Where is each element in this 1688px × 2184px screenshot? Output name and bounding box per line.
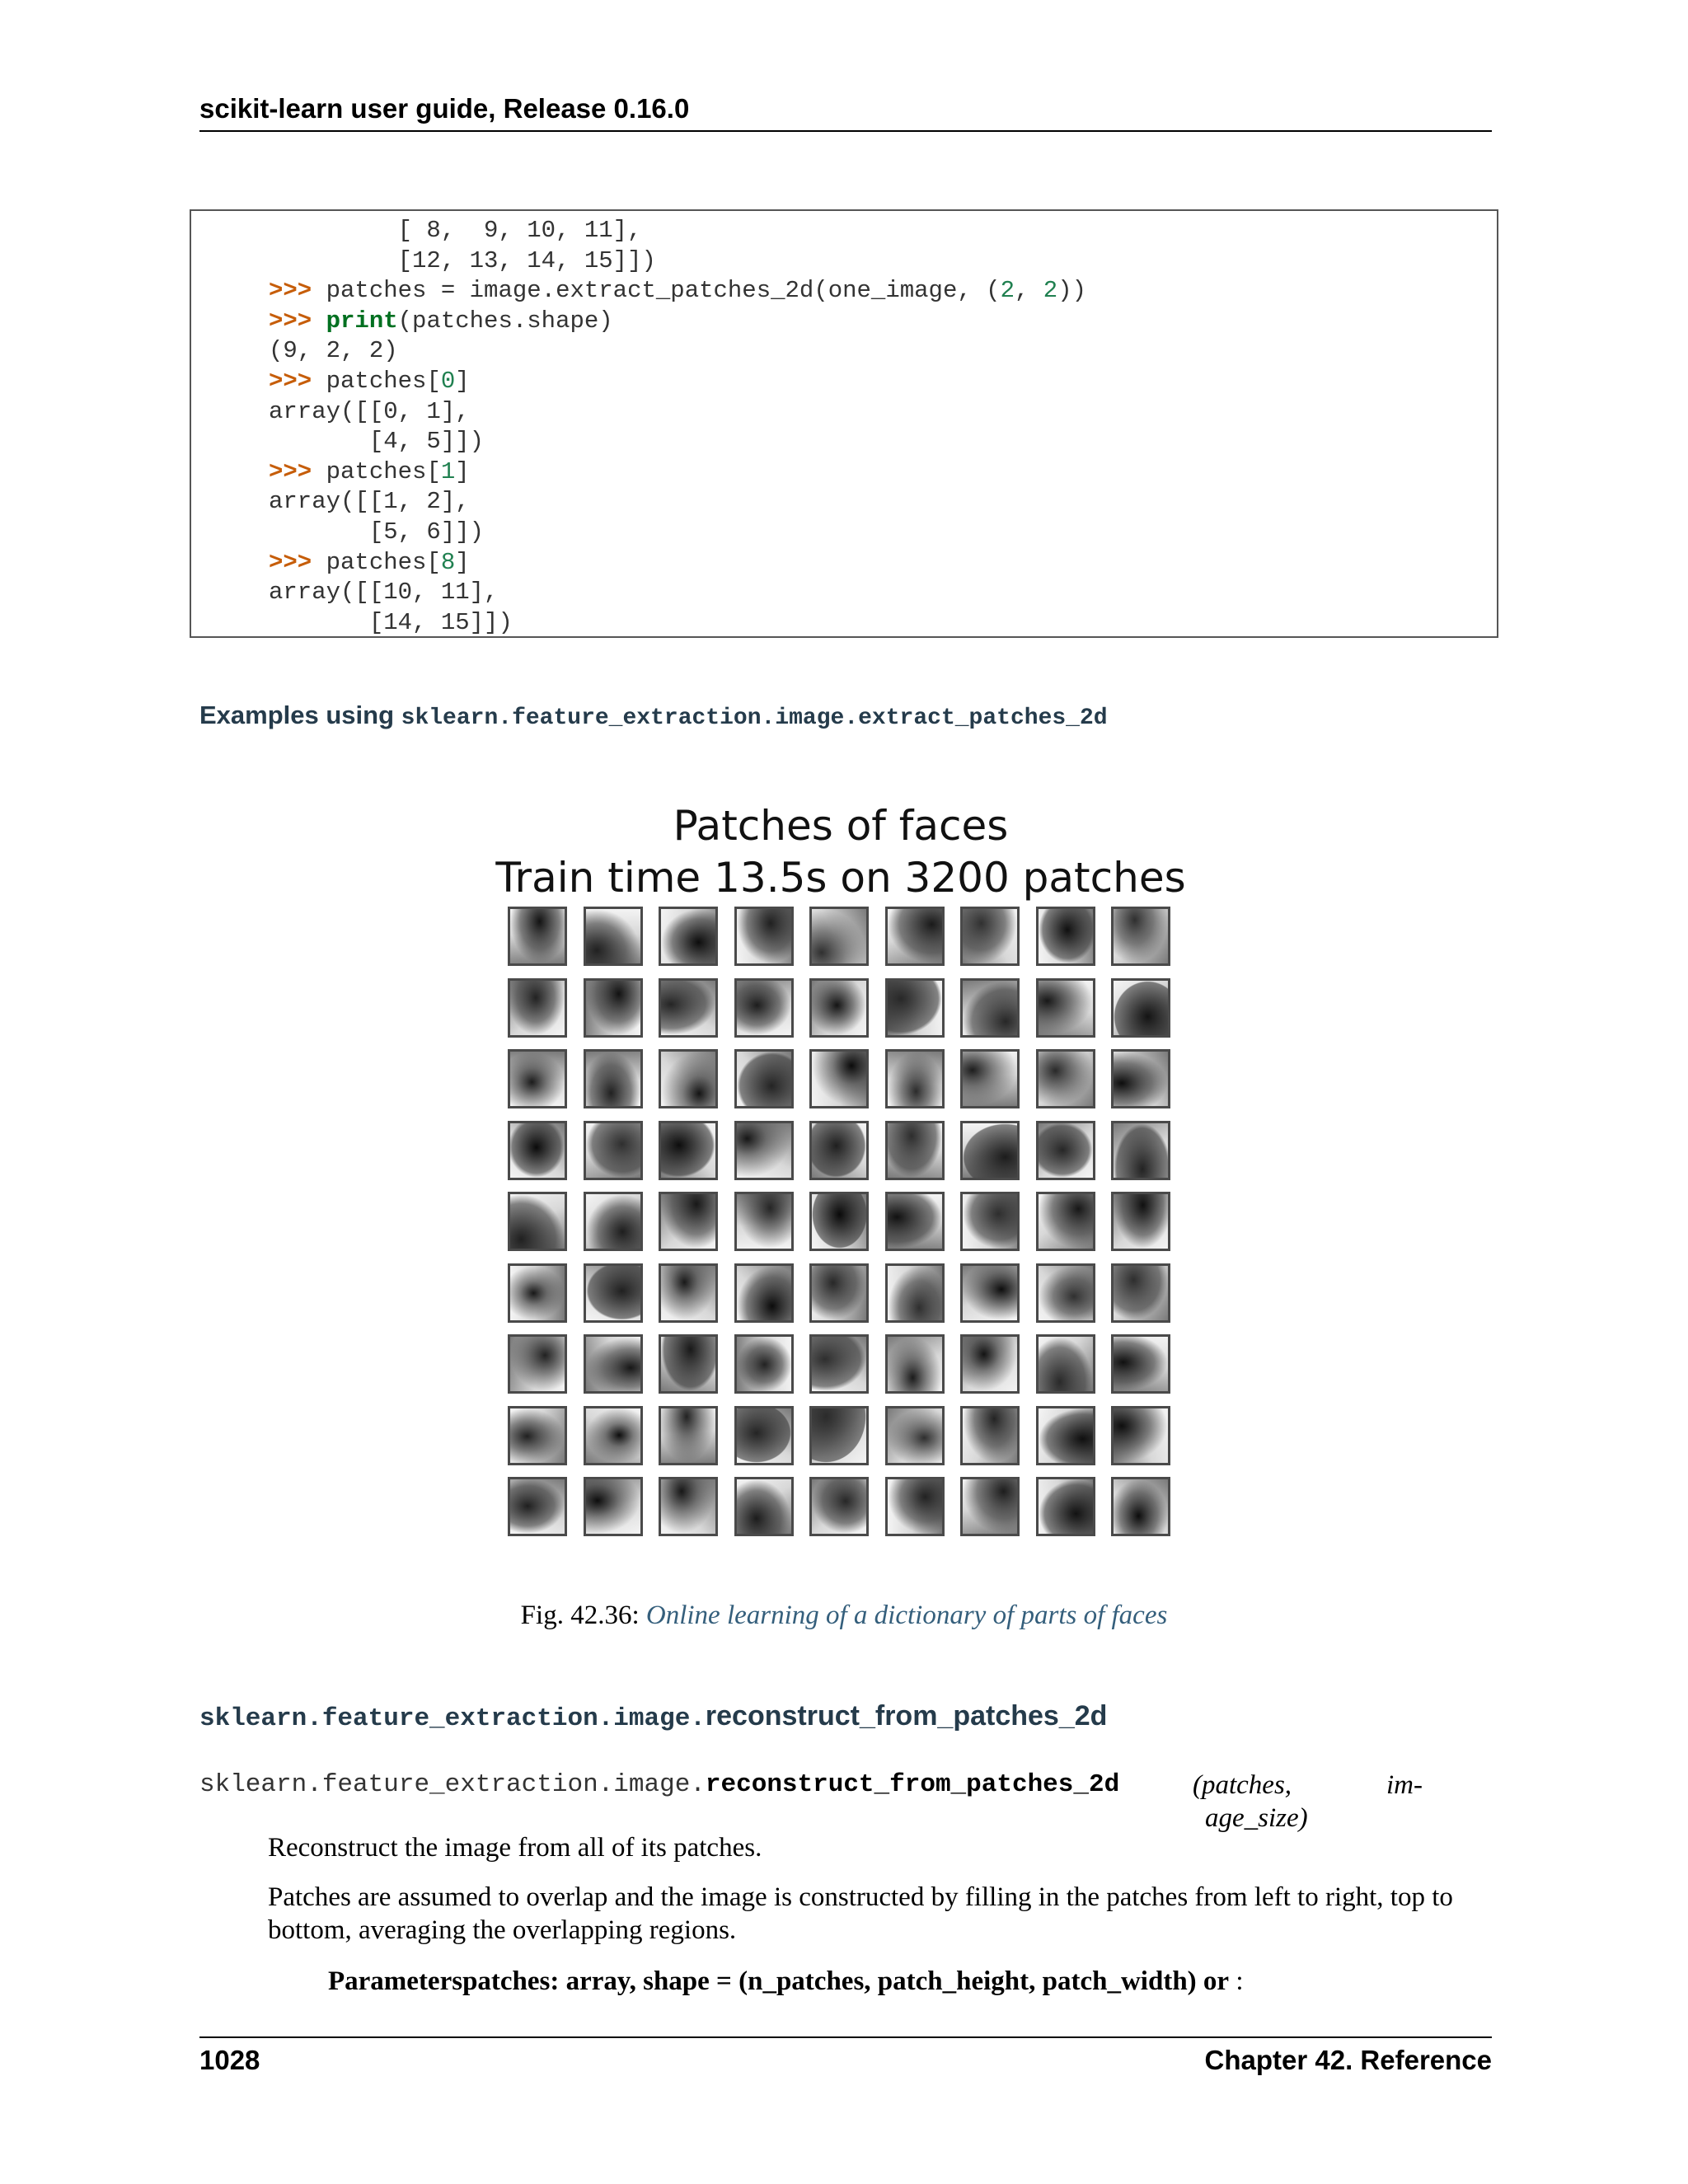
faces-figure <box>462 791 1220 1566</box>
face-patch <box>809 907 869 966</box>
code-prompt: >>> <box>269 307 312 335</box>
face-patch <box>1111 1334 1170 1394</box>
face-patch <box>659 978 718 1038</box>
face-patch <box>885 1192 945 1251</box>
examples-prefix: Examples using <box>199 701 401 729</box>
code-line <box>269 488 470 515</box>
code-text: [ 8, 9, 10, 11], <box>269 217 642 244</box>
face-patch <box>809 1263 869 1323</box>
page-number: 1028 <box>199 2045 260 2075</box>
code-text: patches[ <box>312 457 441 485</box>
face-patch <box>734 1049 794 1108</box>
code-text: [4, 5]]) <box>269 428 485 456</box>
face-patch <box>885 907 945 966</box>
face-patch <box>960 1477 1020 1536</box>
face-patch <box>734 1477 794 1536</box>
face-patch <box>584 1049 643 1108</box>
face-patch <box>885 1121 945 1180</box>
face-patch <box>1036 1049 1095 1108</box>
face-patch <box>1036 907 1095 966</box>
code-text: ] <box>455 367 470 395</box>
face-patch <box>508 907 567 966</box>
code-keyword: print <box>326 307 398 335</box>
code-line <box>269 337 398 364</box>
signature-param2-part2: age_size) <box>1205 1803 1308 1833</box>
face-patch <box>960 1406 1020 1465</box>
face-patch <box>809 1121 869 1180</box>
face-patch <box>584 1477 643 1536</box>
face-patch <box>1111 907 1170 966</box>
face-patch <box>659 1334 718 1394</box>
code-block <box>190 209 1498 638</box>
face-patch <box>1111 1192 1170 1251</box>
code-text: [12, 13, 14, 15]]) <box>269 246 656 274</box>
code-text: patches = image.extract_patches_2d(one_image, ( <box>312 277 1001 305</box>
face-patch <box>809 978 869 1038</box>
face-patch <box>584 1192 643 1251</box>
code-listing <box>269 216 1086 638</box>
face-patch <box>885 1477 945 1536</box>
face-patch <box>508 1263 567 1323</box>
face-patch <box>1036 1121 1095 1180</box>
face-patch <box>584 978 643 1038</box>
function-signature <box>199 1769 1119 1802</box>
face-patch <box>659 907 718 966</box>
face-patch <box>885 1263 945 1323</box>
code-number: 1 <box>440 457 456 485</box>
face-patch <box>508 978 567 1038</box>
face-patch <box>734 978 794 1038</box>
face-patch <box>1036 1263 1095 1323</box>
page-header <box>199 92 1492 125</box>
face-patch <box>584 1334 643 1394</box>
face-patch <box>734 1334 794 1394</box>
face-patch <box>734 1406 794 1465</box>
code-line <box>269 609 513 636</box>
face-patch <box>1036 1192 1095 1251</box>
face-patch <box>584 1263 643 1323</box>
face-patch <box>960 1334 1020 1394</box>
face-patch <box>659 1263 718 1323</box>
code-text: )) <box>1057 277 1086 305</box>
code-text: array([[10, 11], <box>269 579 499 607</box>
figure-title-line1: Patches of faces <box>673 802 1009 850</box>
face-patch <box>508 1406 567 1465</box>
code-line <box>269 398 470 425</box>
signature-param2-part1: im- <box>1386 1770 1423 1800</box>
face-patch <box>960 907 1020 966</box>
code-line <box>269 458 470 485</box>
code-text: , <box>1014 277 1043 305</box>
face-patch <box>1111 978 1170 1038</box>
face-patch <box>960 1049 1020 1108</box>
examples-heading <box>199 699 1108 735</box>
code-line <box>269 428 484 455</box>
code-text: ] <box>455 548 470 576</box>
face-patch <box>508 1334 567 1394</box>
face-patch <box>885 1049 945 1108</box>
face-patch <box>885 1334 945 1394</box>
face-patch <box>960 978 1020 1038</box>
face-patch <box>885 978 945 1038</box>
code-text: array([[1, 2], <box>269 488 470 516</box>
face-patch <box>809 1049 869 1108</box>
description-paragraph-1: Reconstruct the image from all of its patches. <box>268 1833 762 1863</box>
face-patch <box>1111 1263 1170 1323</box>
face-patch <box>508 1477 567 1536</box>
face-patch <box>960 1121 1020 1180</box>
figure-caption <box>0 1599 1688 1632</box>
face-patch <box>1111 1121 1170 1180</box>
signature-module: sklearn.feature_extraction.image. <box>199 1770 706 1799</box>
face-patch <box>584 907 643 966</box>
code-line <box>269 247 656 274</box>
code-text: [5, 6]]) <box>269 518 485 546</box>
header-rule <box>199 130 1492 132</box>
code-number: 2 <box>1043 277 1058 305</box>
header-title: scikit-learn user guide, Release 0.16.0 <box>199 93 690 124</box>
face-patch <box>960 1263 1020 1323</box>
parameters-tail: : <box>1229 1966 1244 1996</box>
face-patch <box>1036 1406 1095 1465</box>
code-text: (patches.shape) <box>397 307 613 335</box>
face-patch <box>809 1334 869 1394</box>
code-line <box>269 549 470 576</box>
caption-link[interactable]: Online learning of a dictionary of parts of faces <box>645 1601 1168 1630</box>
face-patch <box>1036 978 1095 1038</box>
chapter-label: Chapter 42. Reference <box>1204 2045 1492 2075</box>
caption-label: Fig. 42.36: <box>520 1601 646 1630</box>
face-patch <box>1111 1049 1170 1108</box>
face-patch <box>734 907 794 966</box>
code-number: 0 <box>440 367 456 395</box>
face-patch <box>1111 1406 1170 1465</box>
figure-title-line2: Train time 13.5s on 3200 patches <box>495 854 1186 902</box>
code-line <box>269 217 641 244</box>
face-patch <box>885 1406 945 1465</box>
examples-ref-link[interactable]: sklearn.feature_extraction.image.extract_patches_2d <box>401 705 1108 731</box>
patch-grid <box>508 907 1192 1521</box>
face-patch <box>508 1049 567 1108</box>
face-patch <box>659 1049 718 1108</box>
signature-param1: (patches, <box>1193 1770 1292 1800</box>
code-text: [14, 15]]) <box>269 608 513 636</box>
face-patch <box>1111 1477 1170 1536</box>
code-number: 8 <box>440 548 456 576</box>
face-patch <box>659 1477 718 1536</box>
parameters-label: Parameterspatches: array, shape = (n_patches, patch_height, patch_width) or <box>328 1966 1230 1996</box>
code-text: patches[ <box>312 548 441 576</box>
face-patch <box>1036 1477 1095 1536</box>
face-patch <box>508 1121 567 1180</box>
face-patch <box>1036 1334 1095 1394</box>
code-text: array([[0, 1], <box>269 397 470 425</box>
code-text: ] <box>455 457 470 485</box>
face-patch <box>734 1192 794 1251</box>
code-line <box>269 307 613 335</box>
face-patch <box>584 1121 643 1180</box>
code-prompt: >>> <box>269 457 312 485</box>
code-number: 2 <box>1000 277 1015 305</box>
face-patch <box>584 1406 643 1465</box>
signature-name: reconstruct_from_patches_2d <box>705 1770 1120 1799</box>
code-prompt: >>> <box>269 277 312 305</box>
code-prompt: >>> <box>269 367 312 395</box>
face-patch <box>809 1192 869 1251</box>
code-text <box>312 307 326 335</box>
face-patch <box>508 1192 567 1251</box>
code-text: patches[ <box>312 367 441 395</box>
face-patch <box>734 1263 794 1323</box>
section-heading-name: reconstruct_from_patches_2d <box>705 1700 1108 1732</box>
code-prompt: >>> <box>269 548 312 576</box>
section-heading <box>199 1698 1107 1737</box>
code-line <box>269 579 498 606</box>
section-heading-module: sklearn.feature_extraction.image. <box>199 1704 706 1733</box>
face-patch <box>960 1192 1020 1251</box>
code-line <box>269 518 484 546</box>
face-patch <box>734 1121 794 1180</box>
face-patch <box>659 1121 718 1180</box>
code-line <box>269 368 470 395</box>
face-patch <box>809 1477 869 1536</box>
face-patch <box>659 1192 718 1251</box>
face-patch <box>659 1406 718 1465</box>
description-paragraph-2: Patches are assumed to overlap and the image is constructed by filling in the patches from left to right, top to bottom, averaging the overlapping regions. <box>268 1882 1453 1945</box>
code-line <box>269 277 1086 304</box>
parameters-line <box>328 1965 1243 1998</box>
footer-rule <box>199 2036 1492 2038</box>
face-patch <box>809 1406 869 1465</box>
code-text: (9, 2, 2) <box>269 337 398 365</box>
